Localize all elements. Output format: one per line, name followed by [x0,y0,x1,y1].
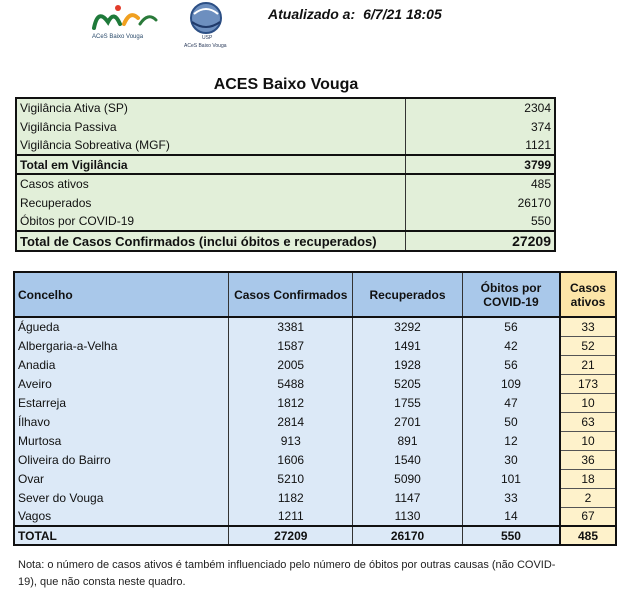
table-row [14,488,616,507]
cell-recuperados: 1540 [353,450,463,469]
summary-value: 2304 [405,98,555,117]
table-row [14,450,616,469]
cell-recuperados: 1147 [353,488,463,507]
col-header-obitos-line2: COVID-19 [483,294,539,309]
summary-row-total-confirmed [16,231,555,251]
cell-obitos: 109 [462,374,560,393]
cell-confirmados: 3381 [229,317,353,336]
cell-concelho: Albergaria-a-Velha [14,336,229,355]
page-title: ACES Baixo Vouga [213,76,359,93]
cell-recuperados: 2701 [353,412,463,431]
cell-ativos: 10 [560,393,616,412]
table-row [14,469,616,488]
summary-row [16,136,555,155]
summary-label: Óbitos por COVID-19 [20,214,135,228]
cell-recuperados: 1755 [353,393,463,412]
col-header-ativos-line1: Casos [570,280,607,295]
usp-logo [178,0,240,50]
summary-row [16,193,555,212]
cell-confirmados: 2814 [229,412,353,431]
cell-confirmados: 1812 [229,393,353,412]
updated-value: 6/7/21 18:05 [363,6,442,22]
footnote [18,557,618,591]
summary-row [16,174,555,193]
summary-label: Vigilância Passiva [20,119,117,134]
cell-ativos: 18 [560,469,616,488]
col-header-ativos [560,272,616,317]
total-recuperados: 26170 [353,526,463,545]
cell-ativos: 63 [560,412,616,431]
summary-value: 26170 [405,193,555,212]
summary-label: Vigilância Sobreativa (MGF) [20,138,170,152]
summary-label: Casos ativos [16,174,405,193]
cell-ativos: 52 [560,336,616,355]
updated-label: Atualizado a: [268,6,356,22]
table-row [14,431,616,450]
cell-obitos: 30 [462,450,560,469]
cell-recuperados: 1928 [353,355,463,374]
cell-recuperados: 1491 [353,336,463,355]
concelho-table [13,271,617,546]
table-row [14,412,616,431]
cell-concelho: Águeda [14,317,229,336]
cell-ativos: 2 [560,488,616,507]
cell-obitos: 50 [462,412,560,431]
aces-logo [88,2,168,46]
cell-concelho: Murtosa [14,431,229,450]
cell-ativos: 10 [560,431,616,450]
total-obitos: 550 [462,526,560,545]
cell-confirmados: 1182 [229,488,353,507]
cell-confirmados: 1587 [229,336,353,355]
cell-recuperados: 891 [353,431,463,450]
cell-obitos: 33 [462,488,560,507]
logo1-text: ACeS Baixo Vouga [92,34,144,40]
summary-value: 27209 [405,231,555,251]
cell-ativos: 67 [560,507,616,526]
cell-recuperados: 5205 [353,374,463,393]
cell-concelho: Anadia [14,355,229,374]
table-total-row [14,526,616,545]
col-header-confirmados: Casos Confirmados [229,272,353,317]
table-row [14,393,616,412]
col-header-obitos-line1: Óbitos por [480,280,542,295]
summary-value: 550 [405,212,555,231]
col-header-recuperados: Recuperados [353,272,463,317]
cell-concelho: Aveiro [14,374,229,393]
total-label: TOTAL [14,526,229,545]
cell-recuperados: 1130 [353,507,463,526]
summary-row-total-vigilance [16,155,555,174]
cell-obitos: 56 [462,355,560,374]
cell-confirmados: 5488 [229,374,353,393]
col-header-concelho: Concelho [14,272,229,317]
table-row [14,507,616,526]
col-header-ativos-line2: ativos [570,294,606,309]
cell-concelho: Oliveira do Bairro [14,450,229,469]
cell-obitos: 42 [462,336,560,355]
table-row [14,355,616,374]
total-ativos: 485 [560,526,616,545]
cell-obitos: 56 [462,317,560,336]
cell-recuperados: 5090 [353,469,463,488]
cell-obitos: 47 [462,393,560,412]
summary-table [15,97,556,252]
cell-ativos: 173 [560,374,616,393]
cell-confirmados: 2005 [229,355,353,374]
cell-concelho: Estarreja [14,393,229,412]
summary-value: 374 [405,117,555,136]
table-row [14,374,616,393]
cell-concelho: Vagos [14,507,229,526]
total-confirmados: 27209 [229,526,353,545]
cell-confirmados: 1606 [229,450,353,469]
summary-value: 1121 [405,136,555,155]
footnote-line1: Nota: o número de casos ativos é também influenciado pelo número de óbitos por outras causas (não COVID- [18,559,556,571]
cell-concelho: Ovar [14,469,229,488]
cell-recuperados: 3292 [353,317,463,336]
footnote-line2: 19), que não consta neste quadro. [18,576,186,588]
updated-timestamp [268,6,442,22]
cell-confirmados: 913 [229,431,353,450]
cell-confirmados: 1211 [229,507,353,526]
summary-value: 3799 [405,155,555,174]
table-row [14,317,616,336]
cell-obitos: 101 [462,469,560,488]
logo2-top: USP [202,35,213,41]
col-header-obitos [462,272,560,317]
cell-obitos: 14 [462,507,560,526]
summary-label: Vigilância Ativa (SP) [20,101,128,115]
summary-label: Total em Vigilância [16,155,405,174]
cell-obitos: 12 [462,431,560,450]
logo2-text: ACeS Baixo Vouga [184,43,227,49]
table-row [14,336,616,355]
cell-concelho: Sever do Vouga [14,488,229,507]
cell-confirmados: 5210 [229,469,353,488]
table-header-row [14,272,616,317]
cell-concelho: Ílhavo [14,412,229,431]
cell-ativos: 36 [560,450,616,469]
cell-ativos: 33 [560,317,616,336]
summary-row [16,117,555,136]
summary-label: Total de Casos Confirmados (inclui óbitos e recuperados) [16,231,405,251]
cell-ativos: 21 [560,355,616,374]
summary-label: Recuperados [20,195,92,210]
summary-row [16,212,555,231]
summary-row [16,98,555,117]
summary-value: 485 [405,174,555,193]
